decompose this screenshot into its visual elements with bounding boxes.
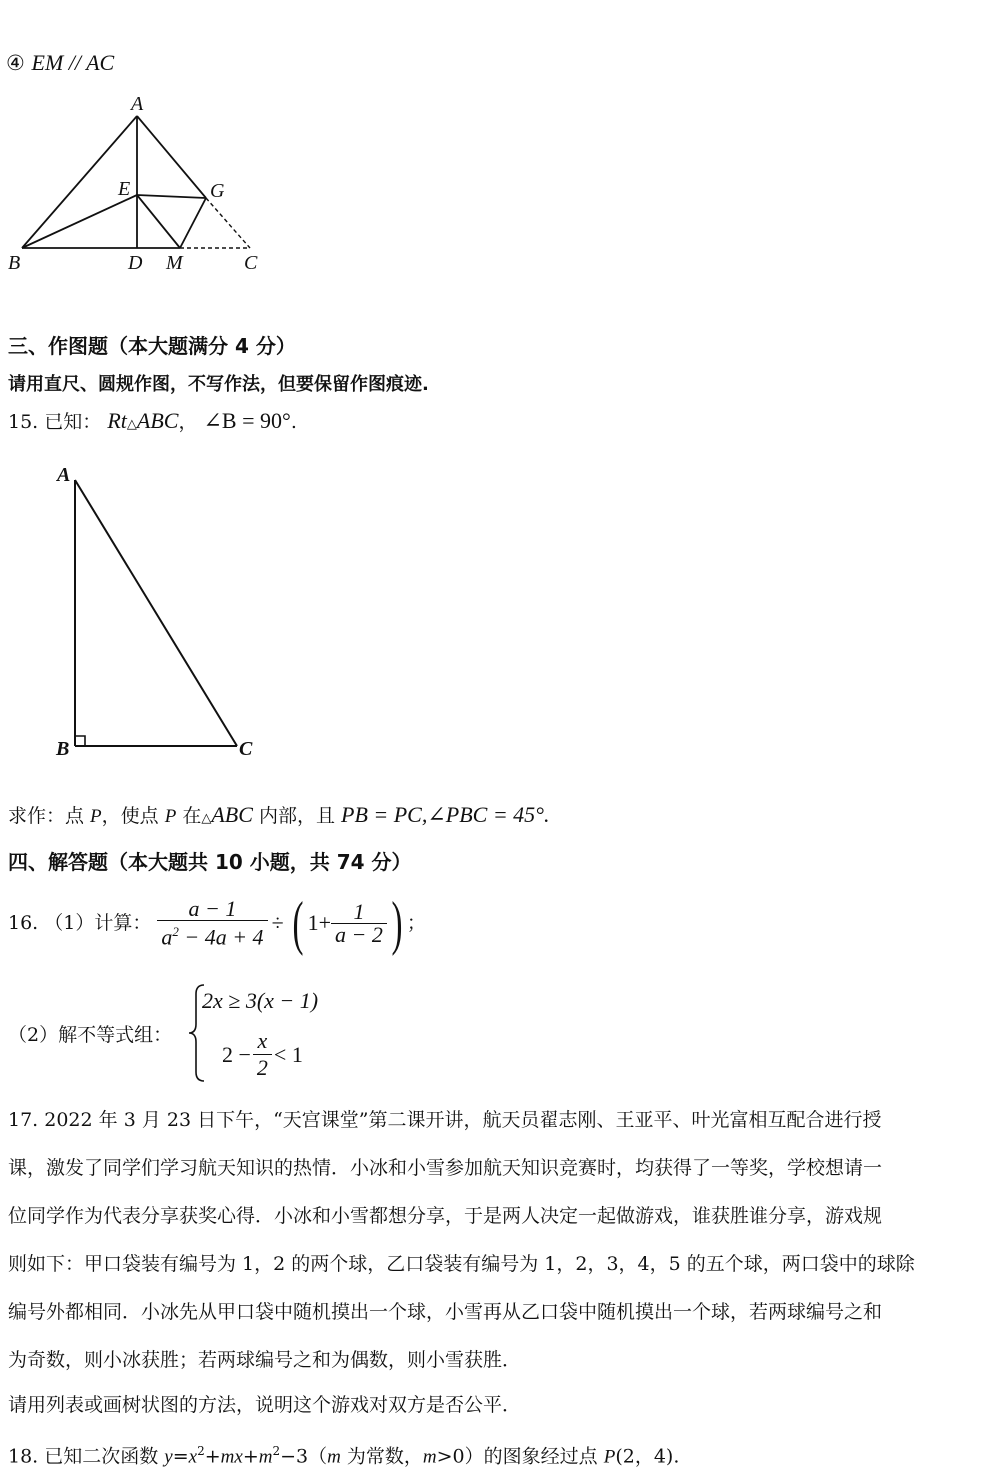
- task-text-4: 内部，且: [252, 805, 342, 827]
- q15-task: [8, 804, 549, 830]
- segment-ag: [137, 116, 206, 198]
- task-text-1: 求作：点: [8, 805, 91, 827]
- q15-rt: Rt: [107, 408, 127, 433]
- q18-point-p: P: [603, 1446, 616, 1468]
- q18-text-1: 18. 已知二次函数: [8, 1445, 165, 1468]
- ineq-2-num: x: [257, 1028, 268, 1053]
- task-triangle-symbol: △: [201, 811, 212, 826]
- task-p-1: P: [90, 806, 102, 827]
- q15-triangle-symbol: △: [126, 417, 137, 432]
- q17-ask: 请用列表或画树状图的方法，说明这个游戏对双方是否公平．: [8, 1394, 522, 1416]
- q16-inequality-1: [202, 988, 318, 1014]
- q16-divide-sign: ÷: [271, 910, 284, 935]
- segment-eg: [137, 195, 206, 198]
- q16-end: ；: [406, 912, 426, 934]
- label-a: A: [131, 93, 144, 115]
- q15-separator: ，: [178, 411, 198, 433]
- q16-fraction-1-denominator: [157, 920, 267, 948]
- ineq-2-den: 2: [253, 1054, 272, 1081]
- q16-fraction-1: [157, 895, 267, 950]
- task-abc: ABC: [211, 802, 253, 827]
- q16-fraction-2-numerator: 1: [353, 898, 365, 924]
- q18-mx: mx: [220, 1446, 243, 1468]
- q18-text-2: 为常数，: [340, 1445, 423, 1468]
- question-15: [8, 410, 297, 436]
- segment-be: [22, 195, 137, 248]
- q18-point-coords: (2，4).: [615, 1445, 680, 1468]
- label-c: C: [244, 252, 258, 274]
- q15-prefix: 15. 已知：: [8, 411, 102, 433]
- question-18: [8, 1440, 679, 1468]
- q18-y: y: [164, 1446, 173, 1468]
- task-text-2: ，使点: [101, 805, 165, 827]
- den-exp: 2: [172, 923, 179, 939]
- question-16-part-1: [8, 888, 426, 958]
- label-m: M: [166, 252, 183, 274]
- q18-minus3: −3（: [280, 1445, 328, 1468]
- geometry-figure-1: [0, 85, 280, 280]
- segment-em: [137, 195, 180, 248]
- ineq-2-right: < 1: [273, 1041, 303, 1067]
- q18-plus-1: +: [204, 1445, 221, 1468]
- q18-plus-2: +: [242, 1445, 259, 1468]
- q18-m: m: [258, 1446, 273, 1468]
- left-paren: (: [292, 890, 304, 956]
- ineq-2-left: 2 −: [222, 1041, 251, 1067]
- ineq-2-fraction: [253, 1028, 272, 1081]
- label-c: C: [239, 738, 253, 760]
- q17-line: 为奇数，则小冰获胜；若两球编号之和为偶数，则小雪获胜．: [8, 1349, 522, 1371]
- geometry-figure-2: [40, 455, 280, 765]
- segment-gm: [180, 198, 206, 248]
- q18-exp-2: 2: [272, 1444, 281, 1458]
- item-4-statement: EM // AC: [31, 50, 115, 75]
- q16-fraction-2-denominator: a − 2: [331, 923, 387, 946]
- task-p-2: P: [164, 806, 177, 827]
- q15-end: .: [290, 411, 297, 433]
- q15-angle: ∠B = 90°: [203, 408, 291, 433]
- label-d: D: [128, 252, 143, 274]
- label-b: B: [56, 738, 70, 760]
- task-condition: PB = PC,∠PBC = 45°.: [341, 802, 550, 827]
- q18-eq: =: [172, 1445, 189, 1468]
- q16-inequality-2: [222, 1028, 303, 1081]
- section-3-title: 三、作图题（本大题满分 4 分）: [8, 334, 296, 358]
- q17-line: 17. 2022 年 3 月 23 日下午，“天宫课堂”第二课开讲，航天员翟志刚、王亚平、叶光富相互配合进行授: [8, 1109, 882, 1131]
- q17-line: 编号外都相同．小冰先从甲口袋中随机摸出一个球，小雪再从乙口袋中随机摸出一个球，若两球编号之和: [8, 1301, 883, 1323]
- ineq-1-text: 2x ≥ 3(x − 1): [202, 988, 319, 1013]
- q18-exp-1: 2: [197, 1444, 205, 1458]
- q16-one-plus: 1+: [307, 910, 332, 935]
- q18-x: x: [188, 1446, 198, 1468]
- label-g: G: [210, 180, 225, 202]
- section-4-title: 四、解答题（本大题共 10 小题，共 74 分）: [8, 850, 412, 874]
- section-3-instruction: 请用直尺、圆规作图，不写作法，但要保留作图痕迹.: [8, 374, 429, 395]
- q16-fraction-2: [331, 898, 387, 947]
- q16-fraction-1-numerator: a − 1: [188, 895, 237, 921]
- task-text-3: 在: [176, 805, 202, 827]
- label-a: A: [57, 464, 71, 486]
- dashed-segment-gc: [206, 198, 250, 248]
- side-ac: [75, 480, 237, 746]
- q18-text-3: >0）的图象经过点: [436, 1445, 604, 1468]
- q18-m-2: m: [327, 1446, 341, 1468]
- q17-line: 课，激发了同学们学习航天知识的热情．小冰和小雪参加航天知识竞赛时，均获得了一等奖，学校想请一: [8, 1157, 883, 1179]
- q16-part1-prefix: 16. （1）计算：: [8, 912, 152, 934]
- q17-line: 则如下：甲口袋装有编号为 1，2 的两个球，乙口袋装有编号为 1，2，3，4，5 的五个球，两口袋中的球除: [8, 1253, 915, 1275]
- q16-part2-prefix: （2）解不等式组：: [8, 1024, 173, 1046]
- q17-line: 位同学作为代表分享获奖心得．小冰和小雪都想分享，于是两人决定一起做游戏，谁获胜谁分享，游戏规: [8, 1205, 883, 1227]
- q18-m-3: m: [422, 1446, 437, 1468]
- question-17: [8, 1096, 988, 1384]
- q15-abc: ABC: [136, 408, 179, 433]
- item-4: [6, 52, 114, 74]
- label-b: B: [8, 252, 21, 274]
- label-e: E: [118, 178, 131, 200]
- item-4-number: ④: [6, 51, 25, 75]
- right-angle-mark: [75, 736, 85, 746]
- right-paren: ): [391, 890, 403, 956]
- den-a: a: [161, 924, 173, 950]
- den-rest: − 4a + 4: [178, 924, 264, 950]
